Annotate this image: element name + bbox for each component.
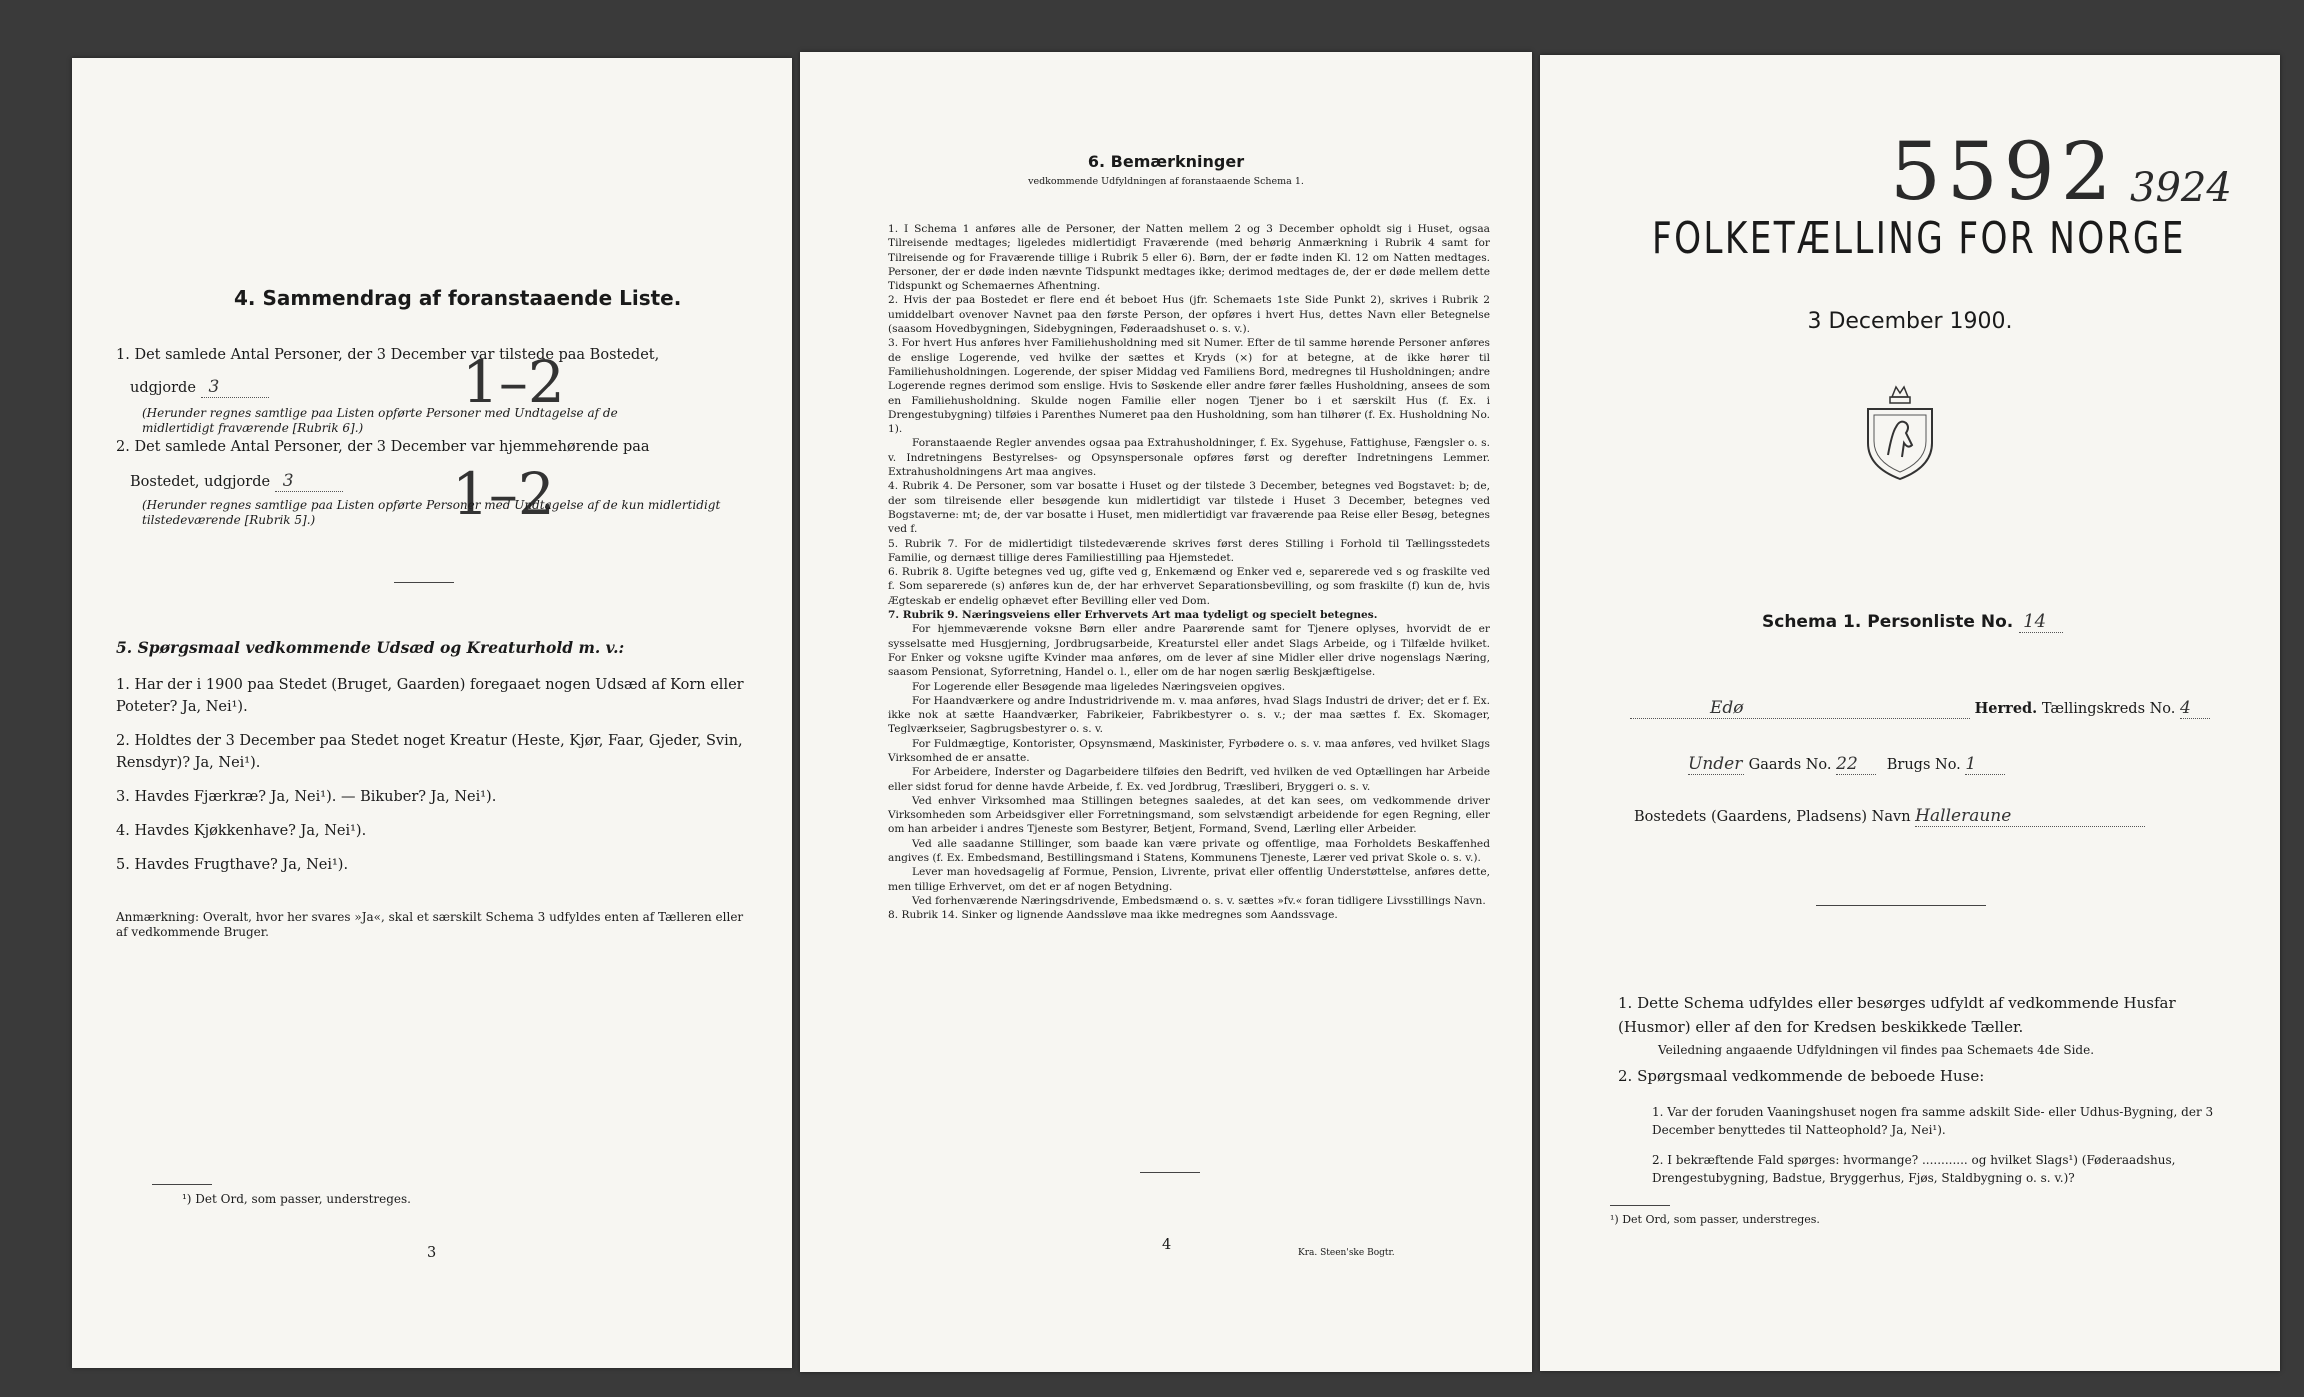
instruction-1: 1. Dette Schema udfyldes eller besørges udfyldt af vedkommende Husfar (Husmor) eller af den for Kredsen beskikkede Tæller. <box>1618 994 2176 1036</box>
remark-7-d: For Fuldmægtige, Kontorister, Opsynsmænd, Maskinister, Fyrbødere o. s. v. maa anføres, ved hvilket Slags Virksomhed de er ansatte. <box>888 737 1490 764</box>
handwritten-archive-number: 5592 <box>1890 125 2118 218</box>
summary-item-1-value: 3 <box>201 378 269 398</box>
footnote: ¹) Det Ord, som passer, understreges. <box>1610 1213 1820 1226</box>
brugs-label: Brugs No. <box>1886 757 1961 773</box>
footnote-rule <box>1610 1205 1670 1206</box>
page-4 <box>800 52 1532 1372</box>
divider <box>1816 905 1986 906</box>
remark-7-g: Ved alle saadanne Stillinger, som baade kan være private og offentlige, maa Forholdets Beskaffenhed angives (f. Ex. Embedsmand, Bestillingsmand i Statens, Kommunens Tjeneste, Lærer ved privat Skole o. s. v.). <box>888 837 1490 865</box>
remark-7-e: For Arbeidere, Inderster og Dagarbeidere tilføies den Bedrift, ved hvilken de ved Optællingen har Arbeide eller sidst forud for denne havde Arbeide, f. Ex. ved Jordbrug, Træsliberi, Bryggeri o. s. v. <box>888 766 1490 793</box>
instruction-2-2: 2. I bekræftende Fald spørges: hvormange? ............ og hvilket Slags¹) (Føderaadshus, Drengestubygning, Badstue, Bryggerhus, Fjøs, Staldbygning o. s. v.)? <box>1652 1153 2176 1185</box>
remark-2: 2. Hvis der paa Bostedet er flere end ét beboet Hus (jfr. Schemaets 1ste Side Punkt 2), skrives i Rubrik 2 umiddelbart ovenover Navnet paa den første Person, der opføres i hvert Hus, dettes Navn eller Betegnelse (saasom Hovedbygningen, Sidebygningen, Føderaadshuset o. s. v.). <box>888 294 1490 336</box>
question-2: 2. Holdtes der 3 December paa Stedet noget Kreatur (Heste, Kjør, Faar, Gjeder, Svin, Rensdyr)? Ja, Nei¹). <box>116 733 743 771</box>
herred-value: Edø <box>1630 699 1970 719</box>
remark-7-a: For hjemmeværende voksne Børn eller andre Paarørende samt for Tjenere oplyses, hvorvidt de er sysselsatte med Husgjerning, Jordbrugsarbeide, Kreaturstel eller andet Slags Arbeide, og i Tilfælde hvilket. For Enker og voksne ugifte Kvinder maa anføres, om de lever af sine Midler eller drive nogenslags Næring, saasom Pensionat, Syforretning, Handel o. l., eller om de har nogen særlig Beskjæftigelse. <box>888 623 1490 679</box>
remarks-title: 6. Bemærkninger <box>1087 152 1245 171</box>
footnote: ¹) Det Ord, som passer, understreges. <box>182 1192 411 1206</box>
remark-7-c: For Haandværkere og andre Industridrivende m. v. maa anføres, hvad Slags Industri de driver; det er f. Ex. ikke nok at sætte Haandværker, Fabrikeier, Fabrikbestyrer o. s. v.; der maa sættes f. Ex. Skomager, Teglværkseier, Sagbrugsbestyrer o. s. v. <box>888 694 1490 736</box>
summary-item-1-note: (Herunder regnes samtlige paa Listen opførte Personer med Undtagelse af de midlertidigt fraværende [Rubrik 6].) <box>142 406 618 435</box>
instruction-2-1: 1. Var der foruden Vaaningshuset nogen fra samme adskilt Side- eller Udhus-Bygning, der 3 December benyttedes til Natteophold? Ja, Nei¹). <box>1652 1105 2214 1137</box>
summary-item-2: 2. Det samlede Antal Personer, der 3 December var hjemmehørende paa <box>116 439 650 455</box>
divider <box>394 582 454 583</box>
section4-title: 4. Sammendrag af foranstaaende Liste. <box>234 286 682 310</box>
summary-item-2-handwritten: 1–2 <box>452 460 555 528</box>
summary-item-1-handwritten: 1–2 <box>462 348 565 416</box>
coat-of-arms-icon <box>1862 383 1938 483</box>
remark-6: 6. Rubrik 8. Ugifte betegnes ved ug, gifte ved g, Enkemænd og Enker ved e, separerede ved s og fraskilte ved f. Som separerede (s) anføres kun de, der har erhvervet Separationsbevilling, og som fraskilte (f) kun de, hvis Ægteskab er endelig ophævet efter Bevilling eller ved Dom. <box>888 566 1490 607</box>
kreds-value: 4 <box>2180 699 2210 719</box>
census-date: 3 December 1900. <box>1807 309 2013 334</box>
question-4: 4. Havdes Kjøkkenhave? Ja, Nei¹). <box>116 823 367 839</box>
remark-7-b: For Logerende eller Besøgende maa ligeledes Næringsveien opgives. <box>912 680 1286 693</box>
gaard-prefix: Under <box>1688 754 1743 774</box>
summary-item-1: 1. Det samlede Antal Personer, der 3 December var tilstede paa Bostedet, <box>116 347 660 363</box>
remark-7: 7. Rubrik 9. Næringsveiens eller Erhvervets Art maa tydeligt og specielt betegnes. <box>888 609 1378 622</box>
remark-8: 8. Rubrik 14. Sinker og lignende Aandssløve maa ikke medregnes som Aandssvage. <box>888 909 1338 922</box>
instruction-1-note: Veiledning angaaende Udfyldningen vil findes paa Schemaets 4de Side. <box>1658 1043 2095 1057</box>
summary-item-2-value: 3 <box>275 472 343 492</box>
remarks-subtitle: vedkommende Udfyldningen af foranstaaende Schema 1. <box>1028 176 1304 187</box>
schema-number: 14 <box>2019 611 2063 633</box>
remark: Anmærkning: Overalt, hvor her svares »Ja«, skal et særskilt Schema 3 udfyldes enten af Tælleren eller af vedkommende Bruger. <box>116 910 744 939</box>
remark-7-f: Ved enhver Virksomhed maa Stillingen betegnes saaledes, at det kan sees, om vedkommende driver Virksomheden som Arbeidsgiver eller Forretningsmand, som selvstændigt arbeidende for egen Regning, eller om han arbeider i andres Tjeneste som Bestyrer, Betjent, Formand, Svend, Lærling eller Arbeider. <box>888 794 1490 836</box>
instruction-2: 2. Spørgsmaal vedkommende de beboede Huse: <box>1618 1067 1985 1085</box>
remark-7-h: Lever man hovedsagelig af Formue, Pension, Livrente, privat eller offentlig Understøttelse, anføres dette, men tillige Erhvervet, om det er af nogen Betydning. <box>888 866 1490 893</box>
page-number: 4 <box>1162 1237 1172 1253</box>
page-3 <box>72 58 792 1368</box>
remark-7-i: Ved forhenværende Næringsdrivende, Embedsmænd o. s. v. sættes »fv.« foran tidligere Livsstillings Navn. <box>912 894 1486 907</box>
schema-label: Schema 1. Personliste No. <box>1762 612 2014 632</box>
handwritten-archive-number-2: 3924 <box>2130 165 2232 211</box>
brugs-value: 1 <box>1965 755 2005 775</box>
summary-item-2-note: (Herunder regnes samtlige paa Listen opførte Personer med Undtagelse af de kun midlertidigt tilstedeværende [Rubrik 5].) <box>142 498 721 527</box>
census-title: FOLKETÆLLING FOR NORGE <box>1652 213 2186 264</box>
question-1: 1. Har der i 1900 paa Stedet (Bruget, Gaarden) foregaaet nogen Udsæd af Korn eller Poteter? Ja, Nei¹). <box>116 677 744 715</box>
page-1 <box>1540 55 2280 1371</box>
remark-3: 3. For hvert Hus anføres hver Familiehusholdning med sit Numer. Efter de til samme hørende Personer anføres de enslige Logerende, ved hvilke der sættes et Kryds (×) for at betegne, at de ikke hører til Familiehusholdningen. Logerende, der spiser Middag ved Familiens Bord, medregnes til Husholdningen; andre Logerende regnes derimod som enslige. Hvis to Søskende eller andre fører fælles Husholdning, ansees de som en Familiehusholdning. Skulde nogen Familie eller nogen Tjener bo i et særskilt Hus (f. Ex. i Drengestubygning) tilføies i Parenthes Numeret paa den Husholdning, som han tilhører (f. Ex. Husholdning No. 1). <box>888 337 1491 436</box>
gaard-value: 22 <box>1836 755 1876 775</box>
herred-label: Herred. <box>1974 700 2038 717</box>
question-5: 5. Havdes Frugthave? Ja, Nei¹). <box>116 857 349 873</box>
summary-item-1-udgjorde: udgjorde <box>130 380 196 396</box>
remark-3-extra: Foranstaaende Regler anvendes ogsaa paa Extrahusholdninger, f. Ex. Sygehuse, Fattighuse, Fængsler o. s. v. Indretningens Bestyrelses- og Opsynspersonale opføres først og derefter Indretningens Lemmer. Extrahusholdningens Art maa angives. <box>888 437 1490 479</box>
summary-item-2-udgjorde: Bostedet, udgjorde <box>130 474 271 490</box>
footnote-rule <box>152 1184 212 1185</box>
gaard-label: Gaards No. <box>1748 757 1832 773</box>
remark-4: 4. Rubrik 4. De Personer, som var bosatte i Huset og der tilstede 3 December, betegnes ved Bogstavet: b; de, der som tilreisende eller besøgende kun midlertidigt var tilstede i Huset 3 December, betegnes ved Bogstaverne: mt; de, der var bosatte i Huset, men midlertidigt var fraværende paa Reise eller Besøg, betegnes ved f. <box>888 480 1490 536</box>
remarks-list <box>888 222 1490 923</box>
remark-5: 5. Rubrik 7. For de midlertidigt tilstedeværende skrives først deres Stilling i Forhold til Tællingsstedets Familie, og dernæst tillige deres Familiestilling paa Hjemstedet. <box>888 537 1490 564</box>
section5-title: 5. Spørgsmaal vedkommende Udsæd og Kreaturhold m. v.: <box>116 638 625 657</box>
page-number: 3 <box>427 1245 437 1261</box>
bosted-label: Bostedets (Gaardens, Pladsens) Navn <box>1634 809 1911 825</box>
printer-mark: Kra. Steen'ske Bogtr. <box>1298 1248 1395 1258</box>
question-3: 3. Havdes Fjærkræ? Ja, Nei¹). — Bikuber? Ja, Nei¹). <box>116 789 497 805</box>
bosted-value: Halleraune <box>1915 807 2145 827</box>
divider <box>1140 1172 1200 1173</box>
remark-1: 1. I Schema 1 anføres alle de Personer, der Natten mellem 2 og 3 December opholdt sig i Huset, ogsaa Tilreisende medtages; ligeledes midlertidigt Fraværende (med behørig Anmærkning i Rubrik 4 samt for Tilreisende og for Fraværende tillige i Rubrik 5 eller 6). Børn, der er fødte inden Kl. 12 om Natten medtages. Personer, der er døde inden nævnte Tidspunkt medtages ikke; derimod medtages de, der er døde mellem dette Tidspunkt og Schemaernes Afhentning. <box>888 223 1490 293</box>
kreds-label: Tællingskreds No. <box>2041 701 2176 717</box>
